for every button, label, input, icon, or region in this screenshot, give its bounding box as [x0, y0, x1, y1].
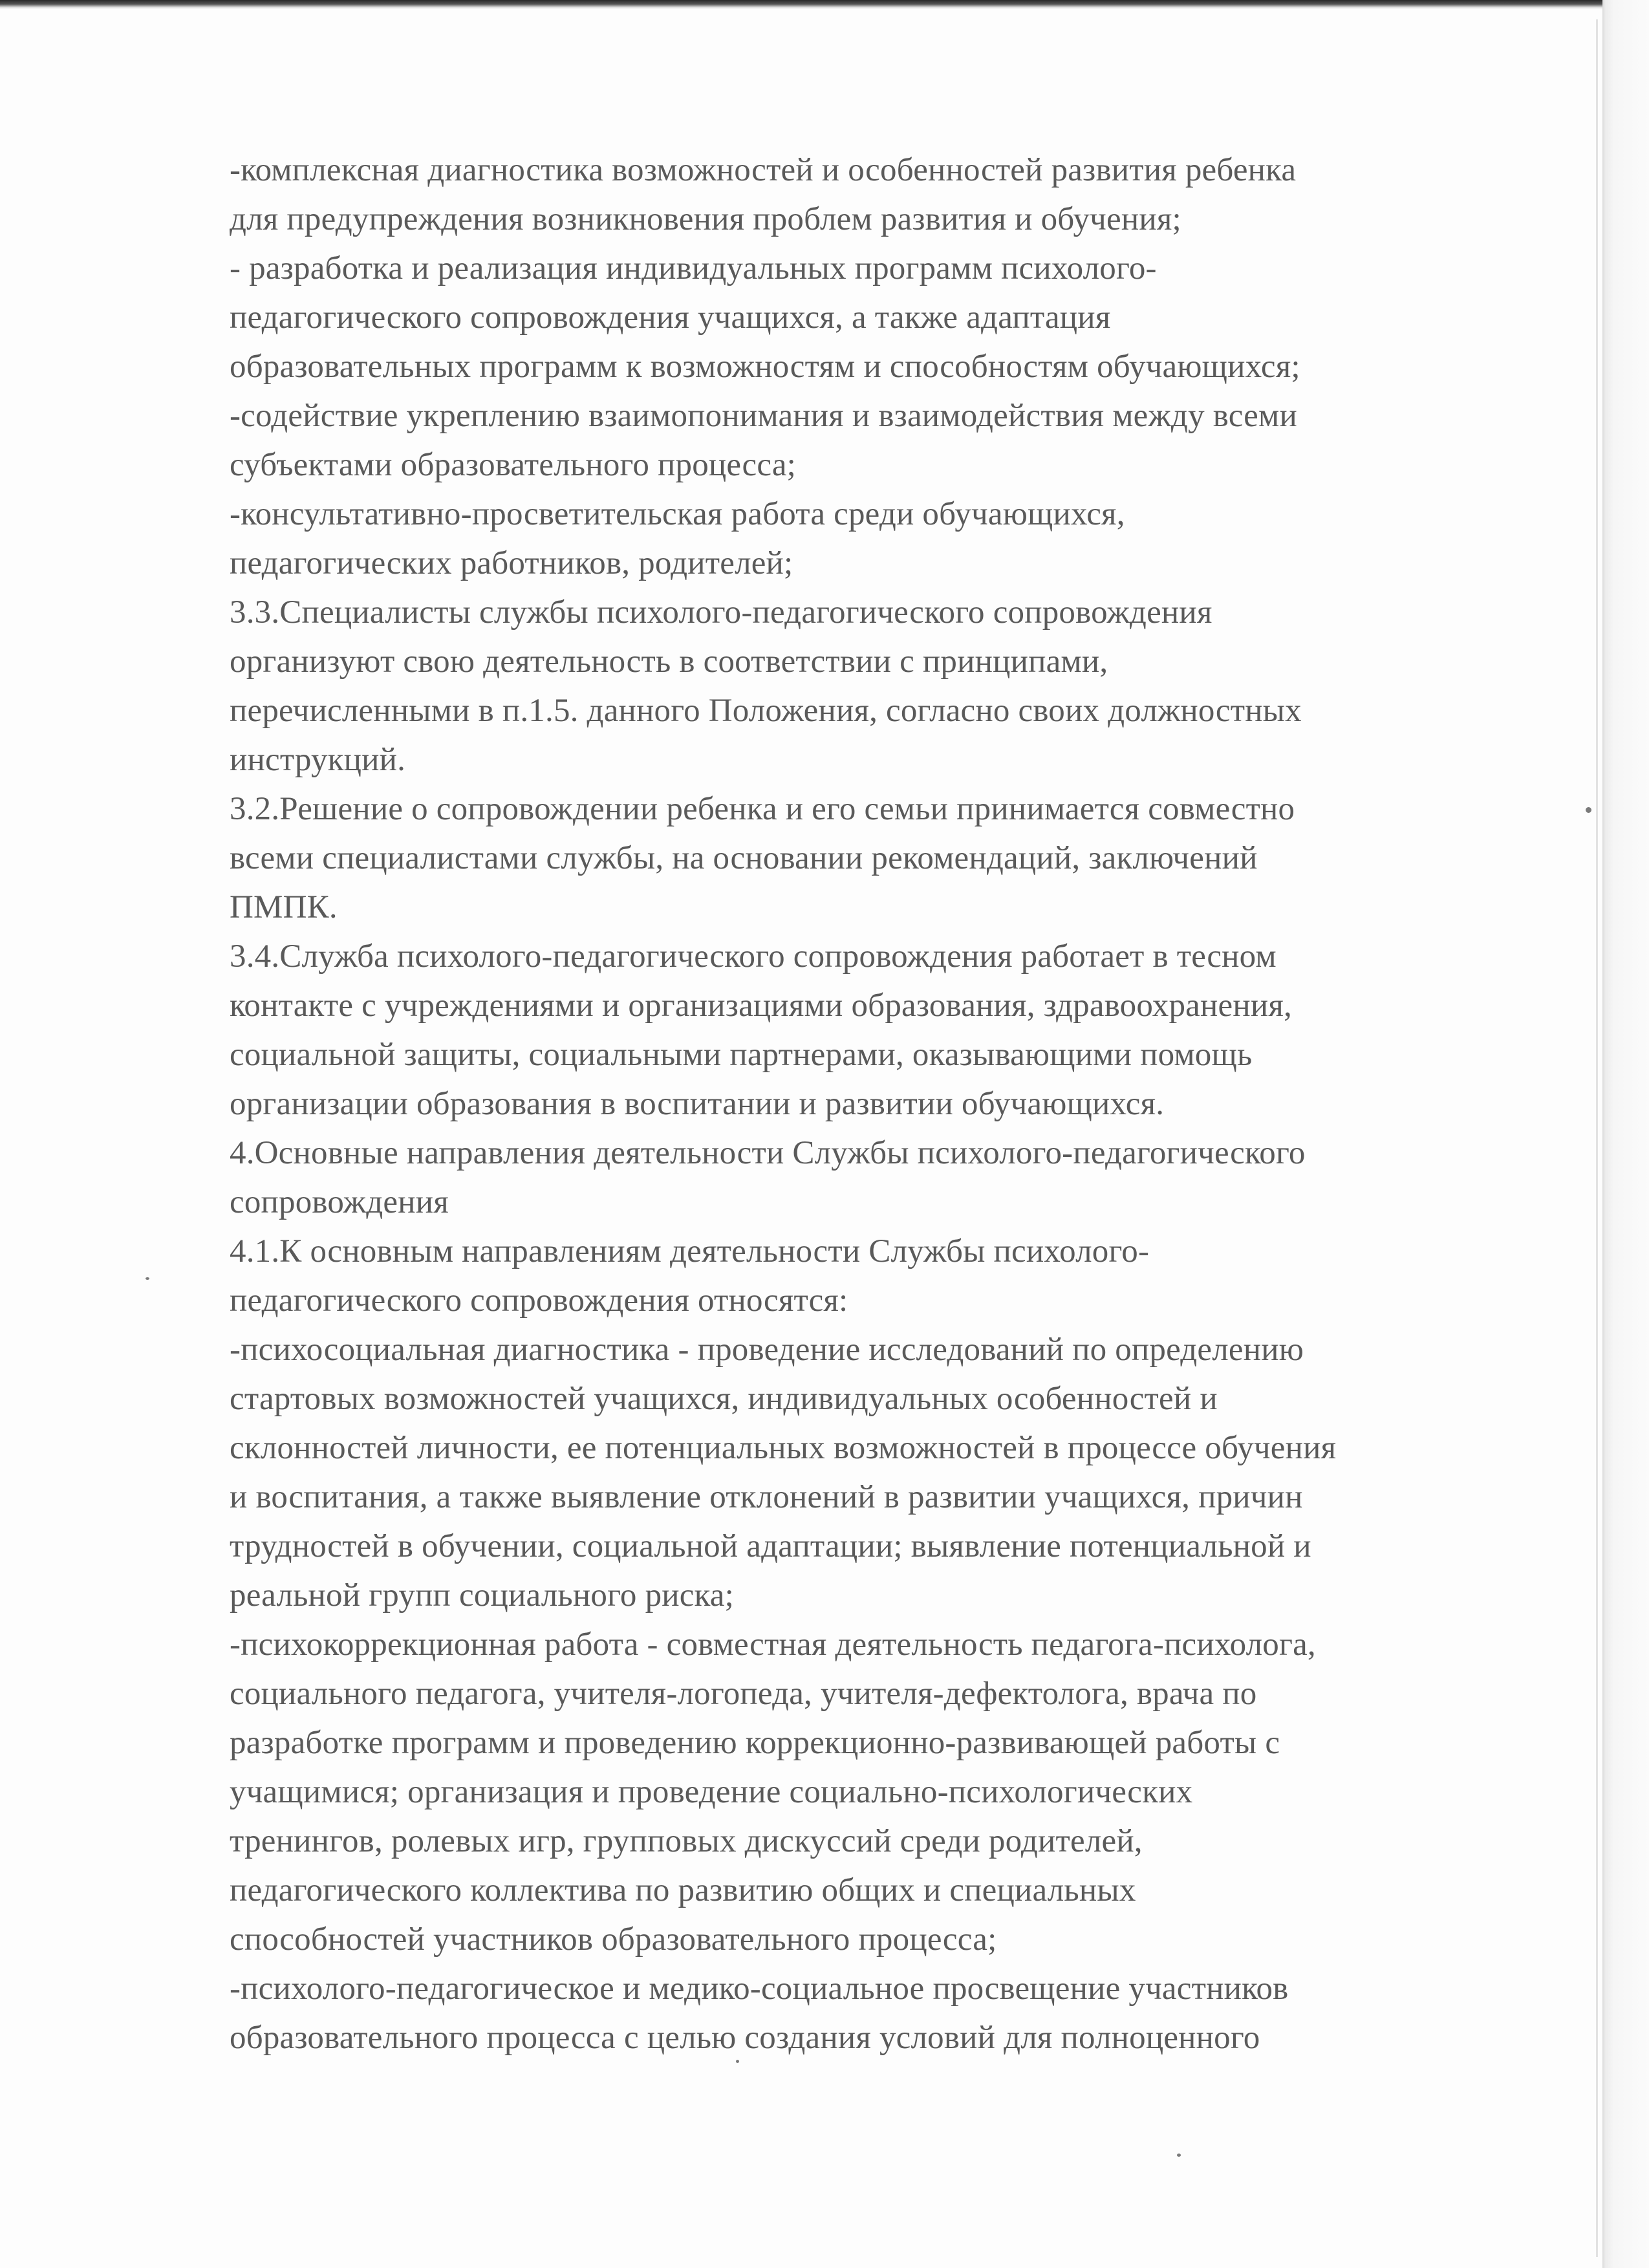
text-line: способностей участников образовательного процесса; [230, 1921, 997, 1958]
text-line: сопровождения [230, 1184, 449, 1220]
text-line: -комплексная диагностика возможностей и особенностей развития ребенка [230, 152, 1297, 188]
text-line: трудностей в обучении, социальной адаптации; выявление потенциальной и [230, 1528, 1311, 1564]
scan-right-margin [1602, 0, 1649, 2268]
scan-speck [1177, 2154, 1181, 2157]
scan-speck [1586, 807, 1591, 813]
text-line: педагогических работников, родителей; [230, 545, 793, 581]
text-line: тренингов, ролевых игр, групповых дискуссий среди родителей, [230, 1823, 1143, 1859]
text-line: - разработка и реализация индивидуальных программ психолого- [230, 250, 1157, 286]
scan-top-shadow [0, 0, 1604, 9]
text-line: контакте с учреждениями и организациями образования, здравоохранения, [230, 988, 1292, 1024]
text-line: социальной защиты, социальными партнерами, оказывающими помощь [230, 1037, 1253, 1073]
document-body [230, 146, 1529, 2062]
text-line: перечисленными в п.1.5. данного Положения, согласно своих должностных [230, 693, 1302, 729]
text-line: инструкций. [230, 742, 406, 778]
scan-speck [146, 1277, 149, 1280]
text-line: ПМПК. [230, 889, 338, 925]
text-line: педагогического сопровождения относятся: [230, 1282, 848, 1319]
text-line: склонностей личности, ее потенциальных возможностей в процессе обучения [230, 1430, 1337, 1466]
text-line: -психолого-педагогическое и медико-социальное просвещение участников [230, 1971, 1289, 2007]
text-line: учащимися; организация и проведение социально-психологических [230, 1774, 1193, 1810]
scan-right-edge-line [1596, 19, 1598, 2257]
text-line: 3.4.Служба психолого-педагогического сопровождения работает в тесном [230, 938, 1277, 975]
text-line: -психосоциальная диагностика - проведение исследований по определению [230, 1332, 1304, 1368]
text-line: социального педагога, учителя-логопеда, учителя-дефектолога, врача по [230, 1676, 1257, 1712]
text-line: разработке программ и проведению коррекционно-развивающей работы с [230, 1725, 1280, 1761]
text-line: для предупреждения возникновения проблем развития и обучения; [230, 201, 1181, 237]
text-line: -консультативно-просветительская работа среди обучающихся, [230, 496, 1125, 532]
text-line: 3.2.Решение о сопровождении ребенка и его семьи принимается совместно [230, 791, 1295, 827]
text-line: педагогического сопровождения учащихся, а также адаптация [230, 299, 1111, 336]
text-line: организуют свою деятельность в соответствии с принципами, [230, 643, 1108, 680]
text-line: организации образования в воспитании и развитии обучающихся. [230, 1086, 1165, 1122]
text-line: 4.Основные направления деятельности Службы психолого-педагогического [230, 1135, 1306, 1171]
text-line: стартовых возможностей учащихся, индивидуальных особенностей и [230, 1381, 1218, 1417]
text-line: образовательных программ к возможностям и способностям обучающихся; [230, 349, 1300, 385]
text-line: -психокоррекционная работа - совместная деятельность педагога-психолога, [230, 1626, 1316, 1663]
text-line: реальной групп социального риска; [230, 1577, 735, 1614]
text-line: 3.3.Специалисты службы психолого-педагогического сопровождения [230, 594, 1212, 631]
text-line: педагогического коллектива по развитию общих и специальных [230, 1872, 1136, 1908]
text-line: -содействие укреплению взаимопонимания и взаимодействия между всеми [230, 398, 1297, 434]
text-line: субъектами образовательного процесса; [230, 447, 797, 483]
text-line: образовательного процесса с целью создания условий для полноценного [230, 2020, 1260, 2056]
text-line: и воспитания, а также выявление отклонений в развитии учащихся, причин [230, 1479, 1303, 1515]
text-line: 4.1.К основным направлениям деятельности Службы психолого- [230, 1233, 1150, 1269]
text-line: всеми специалистами службы, на основании рекомендаций, заключений [230, 840, 1258, 876]
